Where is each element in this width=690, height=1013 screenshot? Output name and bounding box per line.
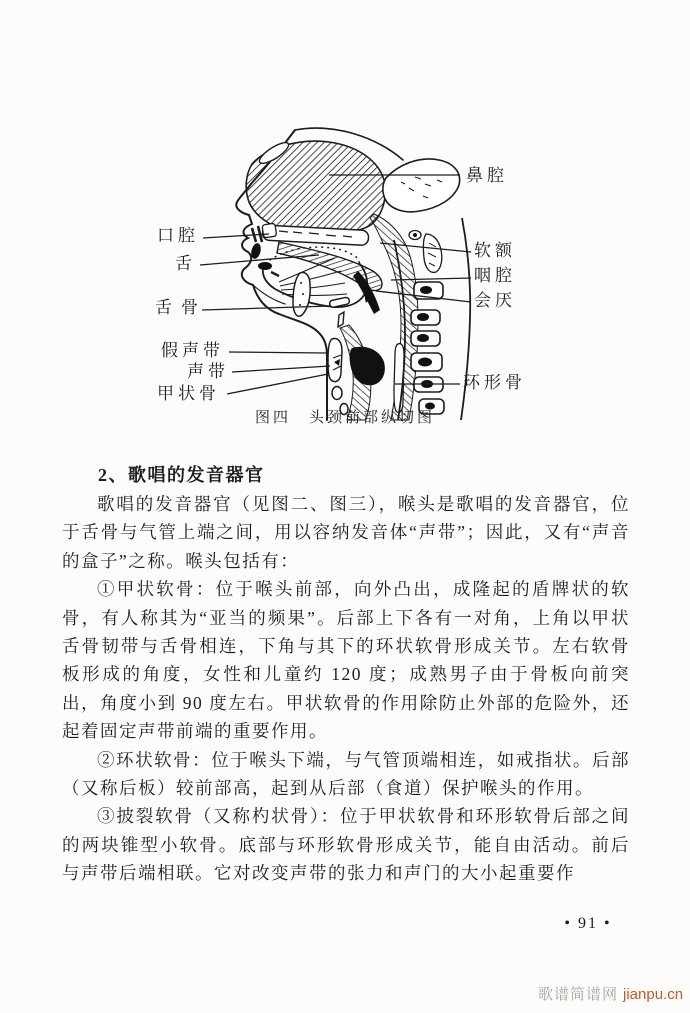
figure-label-thyroid-bone: 甲状骨 xyxy=(157,384,220,403)
figure-label-soft-palate: 软额 xyxy=(474,241,516,260)
page-number: • 91 • xyxy=(564,915,612,932)
figure-label-nasal-cavity: 鼻腔 xyxy=(466,166,508,185)
figure-label-tongue: 舌 xyxy=(175,254,196,273)
section-heading: 2、歌唱的发音器官 xyxy=(98,465,265,485)
larynx-capsule xyxy=(328,339,348,415)
figure-label-hyoid-bone: 舌骨 xyxy=(155,298,207,317)
body-text xyxy=(62,460,630,888)
label-line-oral-cavity xyxy=(203,234,269,238)
label-line-vocal-cords xyxy=(232,366,330,372)
label-line-thyroid xyxy=(227,374,328,394)
watermark-site-name: 歌谱简谱网 xyxy=(538,987,619,1003)
watermark-site-link: jianpu.cn xyxy=(623,986,684,1003)
anatomy-figure xyxy=(153,122,553,438)
mandible-bone xyxy=(293,273,310,317)
label-line-tongue xyxy=(200,255,319,265)
hyoid-bone-shape xyxy=(329,297,350,327)
watermark xyxy=(538,983,683,1004)
figure-label-oral-cavity: 口腔 xyxy=(157,226,199,245)
figure-label-vocal-cords: 声带 xyxy=(187,362,229,381)
label-line-false-vocal-cords xyxy=(229,352,326,353)
paragraph-intro: 歌唱的发音器官（见图二、图三），喉头是歌唱的发音器官，位于舌骨与气管上端之间，用以容纳发音体“声带”；因此，又有“声音的盒子”之称。喉头包括有： xyxy=(62,494,630,571)
paragraph-thyroid-cartilage: ①甲状软骨：位于喉头前部，向外凸出，成隆起的盾牌状的软骨，有人称其为“亚当的频果”。后部上下各有一对角，上角以甲状舌骨韧带与舌骨相连，下角与其下的环状软骨形成关节。左右软骨板形成的角度，女性和儿童约 120 度；成熟男子由于骨板向前突出，角度小到 90 度左右。甲状软骨的作用除防止外部的危险外，还起着固定声带前端的重要作用。 xyxy=(62,579,630,742)
figure-label-pharyngeal-cavity: 咽腔 xyxy=(474,266,516,285)
figure-label-ring-bone: 环形骨 xyxy=(463,373,526,392)
figure-label-false-vocal-cords: 假声带 xyxy=(161,341,224,360)
paragraph-arytenoid-cartilage: ③披裂软骨（又称杓状骨）：位于甲状软骨和环形软骨后部之间的两块锥型小软骨。底部与环形软骨形成关节，能自由活动。前后与声带后端相联。它对改变声带的张力和声门的大小起重要作 xyxy=(62,806,630,884)
figure-caption: 图四 头颈前部纵切图 xyxy=(254,410,435,426)
nasal-cavity-region xyxy=(246,139,385,233)
figure-label-epiglottis: 会厌 xyxy=(474,291,516,310)
paragraph-cricoid-cartilage: ②环状软骨：位于喉头下端，与气管顶端相连，如戒指状。后部（又称后板）较前部高，起到从后部（食道）保护喉头的作用。 xyxy=(62,749,630,799)
